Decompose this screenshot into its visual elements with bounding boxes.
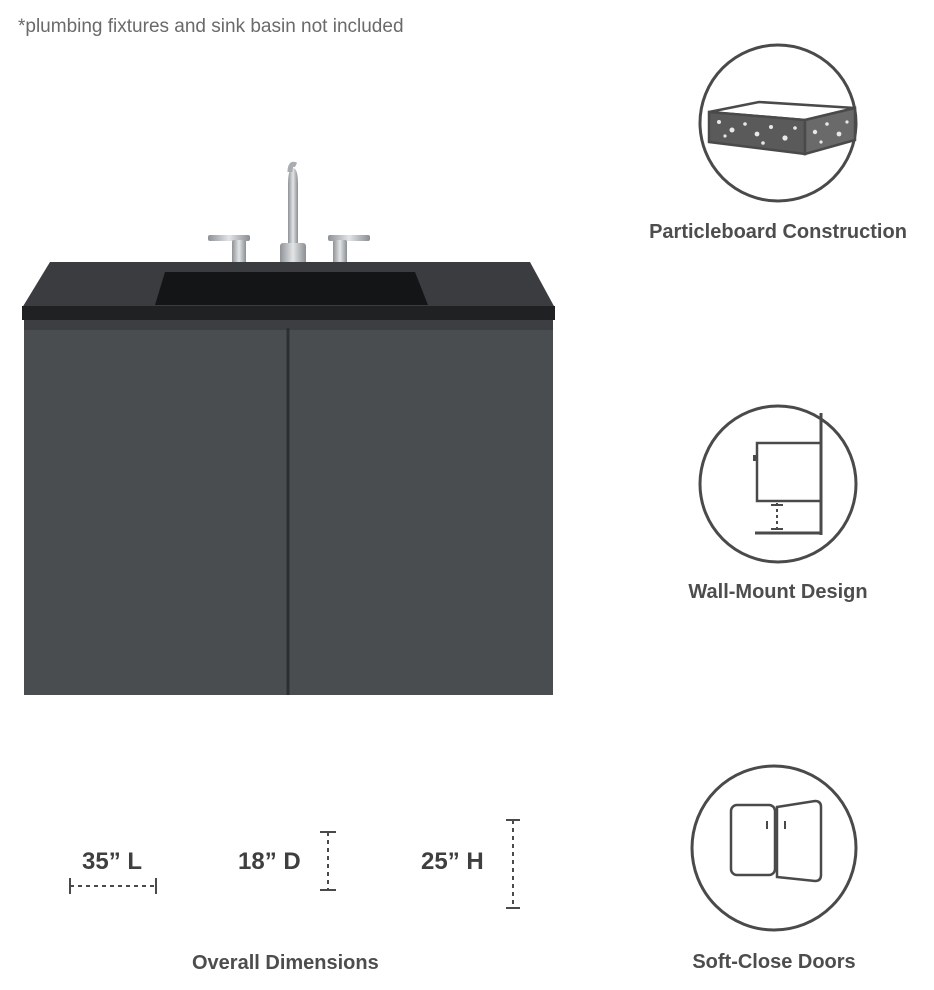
dimension-length: 35” L xyxy=(82,848,143,875)
disclaimer-note: *plumbing fixtures and sink basin not included xyxy=(18,16,404,37)
height-dimension-icon xyxy=(502,818,524,912)
length-dimension-icon xyxy=(66,876,162,896)
countertop xyxy=(22,262,555,320)
wall-mount-icon xyxy=(697,403,859,565)
overall-dimensions-caption: Overall Dimensions xyxy=(192,952,379,974)
dimension-depth: 18” D xyxy=(238,848,301,875)
feature-particleboard-label: Particleboard Construction xyxy=(649,221,907,243)
feature-soft-close-label: Soft-Close Doors xyxy=(692,951,856,973)
cabinet xyxy=(24,320,553,695)
particleboard-icon xyxy=(697,42,859,204)
feature-wall-mount-label: Wall-Mount Design xyxy=(688,581,868,603)
dimension-height: 25” H xyxy=(421,848,484,875)
soft-close-doors-icon xyxy=(689,763,859,933)
depth-dimension-icon xyxy=(316,830,340,894)
faucet xyxy=(208,164,370,270)
